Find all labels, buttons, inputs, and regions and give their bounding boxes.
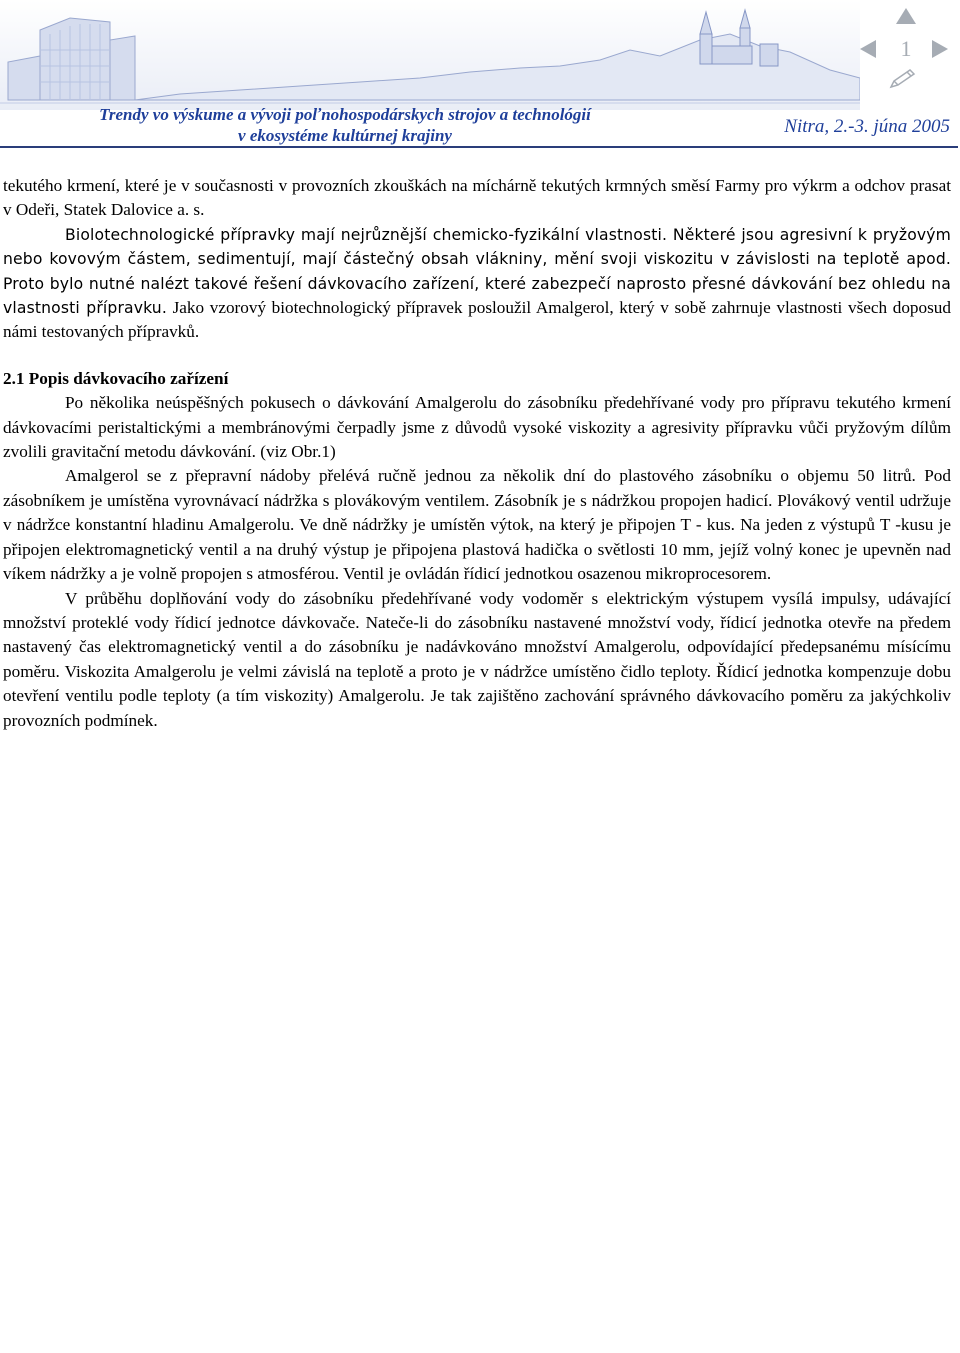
conference-place-date: Nitra, 2.-3. júna 2005 [784,116,950,137]
page-header [0,0,960,150]
pencil-icon[interactable] [888,68,916,90]
conference-title-line2: v ekosystéme kultúrnej krajiny [238,126,452,145]
section-heading: 2.1 Popis dávkovacího zařízení [3,368,229,388]
paragraph [3,223,951,345]
nitra-skyline-banner [0,0,860,110]
paragraph-text: Jako vzorový biotechnologický přípravek posloužil Amalgerol, který v sobě zahrnuje vlastnosti všech doposud námi testovaných přípravků. [3,298,951,342]
up-arrow-icon[interactable] [896,8,916,24]
paragraph: Amalgerol se z přepravní nádoby přelévá ručně jednou za několik dní do plastového zásobníku o objemu 50 litrů. Pod zásobníkem je umístěna vyrovnávací nádržka s plovákovým ventilem. Zásobník je s nádržkou propojen hadicí. Plovákový ventil udržuje v nádržce konstantní hladinu Amalgerolu. Ve dně nádržky je umístěn výtok, na který je připojen T - kus. Na jeden z výstupů T -kusu je připojen elektromagnetický ventil a na druhý výstup je připojena plastová hadička o světlosti 10 mm, jejíž volný konec je upevněn nad víkem nádržky a je volně propojen s atmosférou. Ventil je ovládán řídicí jednotkou osazenou mikroprocesorem. [3,466,951,584]
paragraph: V průběhu doplňování vody do zásobníku předehřívané vody vodoměr s elektrickým výstupem vysílá impulsy, udávající množství proteklé vody řídicí jednotce dávkovače. Nateče-li do zásobníku nastavené množství vody, řídicí jednotka otevře na předem nastavený čas elektromagnetický ventil a do zásobníku je nadávkováno množství Amalgerolu, odpovídající předepsanému mísícímu poměru. Viskozita Amalgerolu je velmi závislá na teplotě a proto je v nádržce umístěno čidlo teploty. Řídicí jednotka kompenzuje dobu otevření ventilu podle teploty (a tím viskozity) Amalgerolu. Je tak zajištěno zachování správného dávkovacího poměru za jakýchkoliv provozních podmínek. [3,588,951,730]
header-rule [0,146,958,148]
paragraph-text: Biolotechnologické přípravky mají nejrůznější chemicko-fyzikální vlastnosti. Některé jsou agresivní k pryžovým nebo kovovým částem, sedimentují, mají částečný obsah vlákniny, mění svoji viskozitu v závislosti na teplotě apod. Proto bylo nutné nalézt takové řešení dávkovacího zařízení, které zabezpečí naprosto přesné dávkování bez ohledu na vlastnosti přípravku. [3,225,951,318]
paragraph: Po několika neúspěšných pokusech o dávkování Amalgerolu do zásobníku předehřívané vody pro přípravu tekutého krmení dávkovacími peristaltickými a membránovými čerpadly jsme z důvodů vysoké viskozity a agresivity přípravku vůči pryžovým dílům zvolili gravitační metodu dávkování. (viz Obr.1) [3,393,951,462]
left-arrow-icon[interactable] [860,40,876,58]
conference-title-line1: Trendy vo výskume a vývoji poľnohospodárskych strojov a technológií [99,105,591,124]
paragraph: tekutého krmení, které je v současnosti v provozních zkouškách na míchárně tekutých krmných směsí Farmy pro výkrm a odchov prasat v Odeři, Statek Dalovice a. s. [3,176,951,220]
page-number: 1 [900,36,912,61]
page-navigation [858,4,958,104]
right-arrow-icon[interactable] [932,40,948,58]
document-body [3,174,951,733]
conference-title [45,104,645,146]
